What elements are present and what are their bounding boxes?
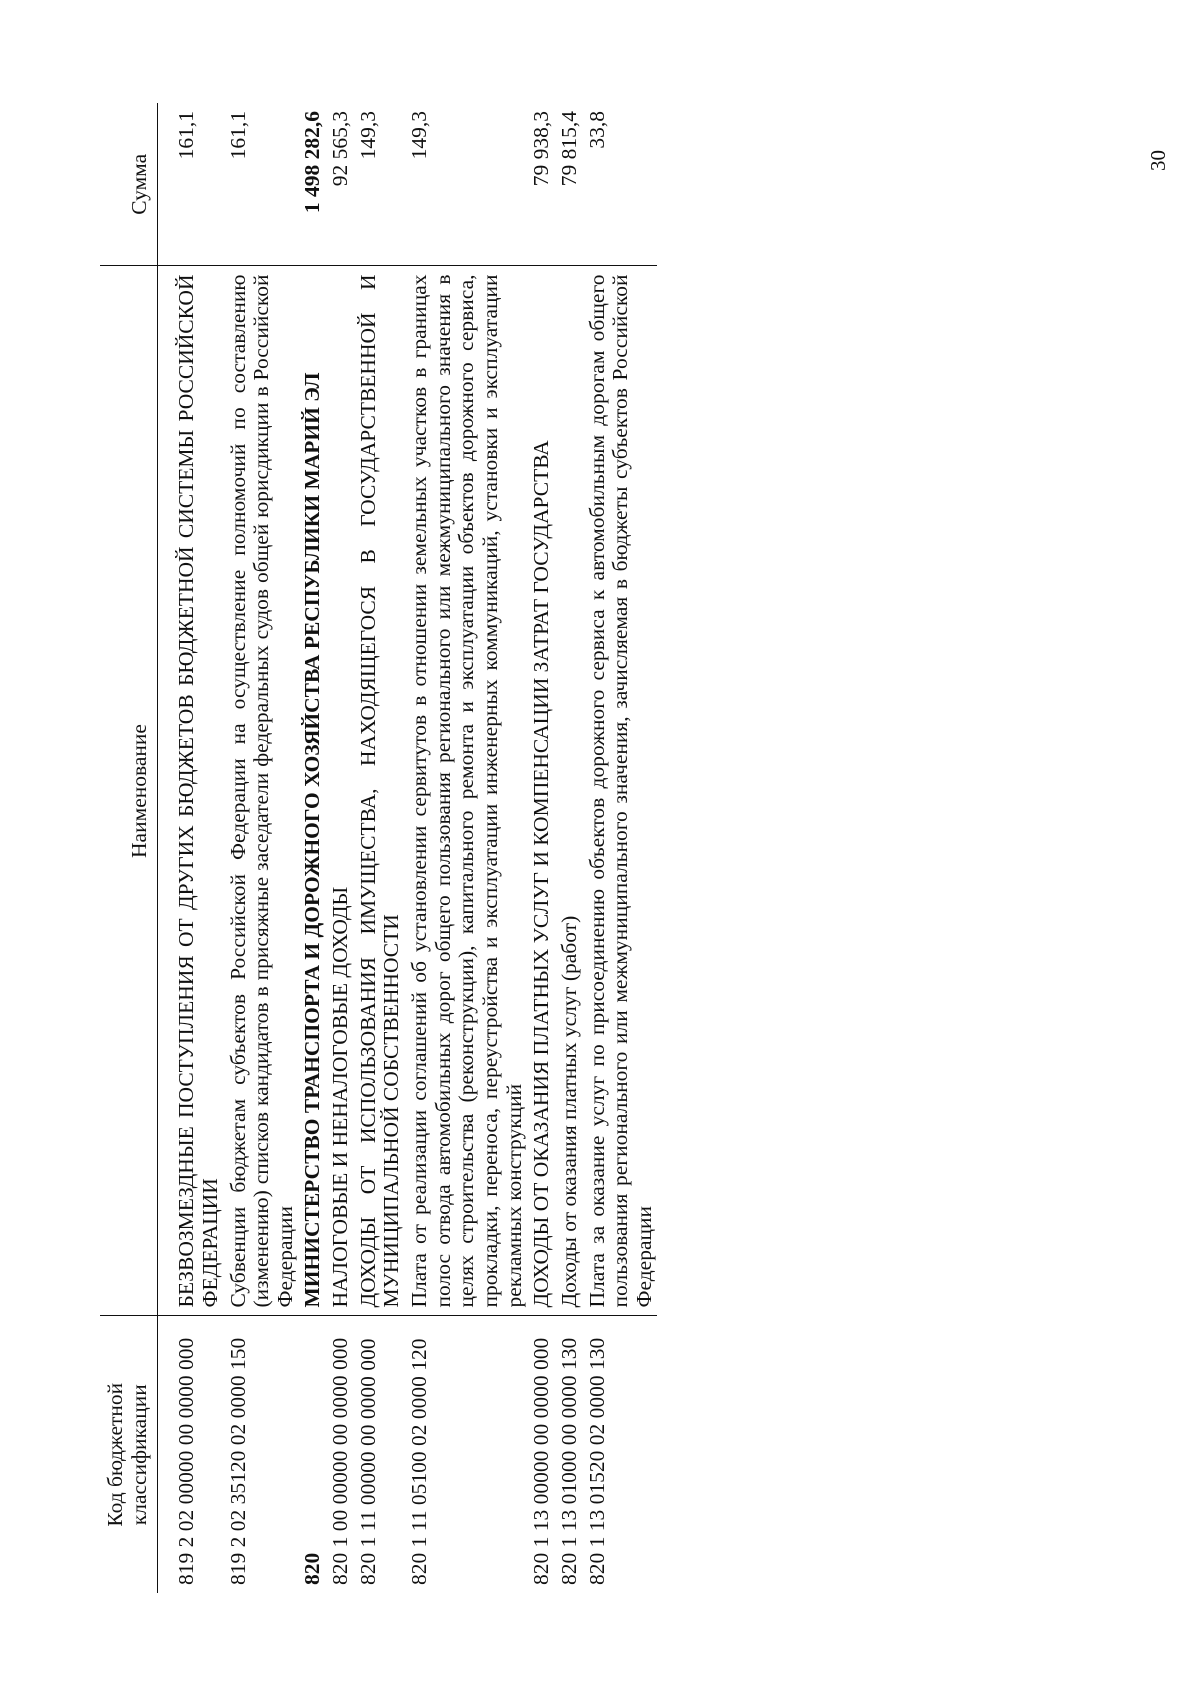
rotated-page-content [100,103,1100,1593]
header-code: Код бюджетной классификации [100,1316,158,1593]
row-amount: 1 498 282,6 [298,103,326,266]
table-row [527,103,555,1593]
row-amount: 79 938,3 [527,103,555,266]
row-amount: 149,3 [354,103,405,266]
table-header-row [100,103,158,1593]
row-name: ДОХОДЫ ОТ ОКАЗАНИЯ ПЛАТНЫХ УСЛУГ И КОМПЕНСАЦИИ ЗАТРАТ ГОСУДАРСТВА [527,266,555,1316]
row-code: 820 1 13 01520 02 0000 130 [584,1337,609,1585]
row-amount: 161,1 [172,103,223,266]
row-name: Плата от реализации соглашений об установлении сервитутов в отношении земельных участков в границах полос отвода автомобильных дорог общего пользования регионального или межмуниципального значения в целях строительства (реконструкции), капитального ремонта и эксплуатации объектов дорожного сервиса, прокладки, переноса, переустройства и эксплуатации инженерных коммуникаций, установки и эксплуатации рекламных конструкций [405,266,527,1316]
table-row [354,103,405,1593]
page-number: 30 [1146,150,1170,171]
row-amount: 149,3 [405,103,527,266]
table-row [172,103,223,1593]
row-code: 819 2 02 00000 00 0000 000 [174,1337,199,1585]
row-code: 820 1 00 00000 00 0000 000 [328,1337,353,1585]
row-name: МИНИСТЕРСТВО ТРАНСПОРТА И ДОРОЖНОГО ХОЗЯЙСТВА РЕСПУБЛИКИ МАРИЙ ЭЛ [298,266,326,1316]
table-row [326,103,354,1593]
row-code: 820 [300,1552,325,1585]
row-name: ДОХОДЫ ОТ ИСПОЛЬЗОВАНИЯ ИМУЩЕСТВА, НАХОДЯЩЕГОСЯ В ГОСУДАРСТВЕННОЙ И МУНИЦИПАЛЬНОЙ СОБСТВЕННОСТИ [354,266,405,1316]
budget-revenue-table [100,103,657,1593]
row-code: 819 2 02 35120 02 0000 150 [225,1337,250,1585]
table-row [405,103,527,1593]
row-code: 820 1 13 01000 00 0000 130 [556,1337,581,1585]
row-amount: 79 815,4 [555,103,583,266]
row-amount: 161,1 [224,103,299,266]
table-row [224,103,299,1593]
table-row [583,103,658,1593]
row-code: 820 1 11 05100 02 0000 120 [407,1338,432,1585]
row-name: Плата за оказание услуг по присоединению объектов дорожного сервиса к автомобильным дорогам общего пользования регионального или межмуниципального значения, зачисляемая в бюджеты субъектов Российской Федерации [583,266,658,1316]
row-amount: 33,8 [583,103,658,266]
row-name: Доходы от оказания платных услуг (работ) [555,266,583,1316]
header-name: Наименование [100,266,158,1316]
row-name: БЕЗВОЗМЕЗДНЫЕ ПОСТУПЛЕНИЯ ОТ ДРУГИХ БЮДЖЕТОВ БЮДЖЕТНОЙ СИСТЕМЫ РОССИЙСКОЙ ФЕДЕРАЦИИ [172,266,223,1316]
row-name: НАЛОГОВЫЕ И НЕНАЛОГОВЫЕ ДОХОДЫ [326,266,354,1316]
table-row-ministry [298,103,326,1593]
table-spacer [158,103,173,1593]
row-code: 820 1 13 00000 00 0000 000 [529,1337,554,1585]
table-row [555,103,583,1593]
row-amount: 92 565,3 [326,103,354,266]
row-name: Субвенции бюджетам субъектов Российской Федерации на осуществление полномочий по составлению (изменению) списков кандидатов в присяжные заседатели федеральных судов общей юрисдикции в Российской Федерации [224,266,299,1316]
row-code: 820 1 11 00000 00 0000 000 [355,1338,380,1585]
header-amount: Сумма [100,103,158,266]
